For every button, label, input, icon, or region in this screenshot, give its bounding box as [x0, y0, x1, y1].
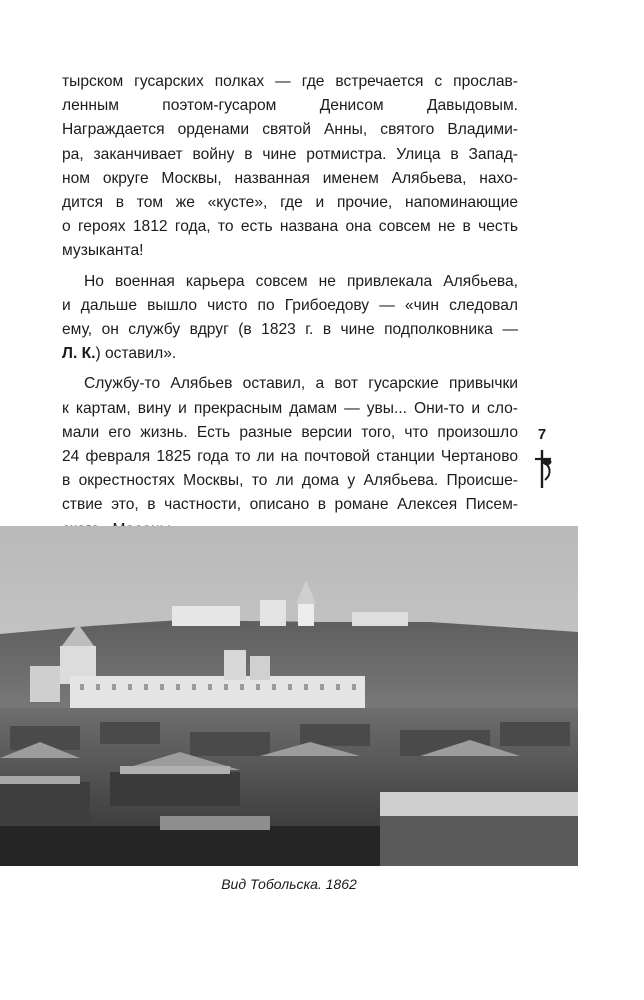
body-text: [62, 70, 518, 548]
tobolsk-photograph: [0, 526, 578, 866]
paragraph-2: [62, 270, 518, 367]
paragraph-1: [62, 70, 518, 264]
text-line: ном округе Москвы, названная именем Алябьева, нахо-: [62, 169, 518, 187]
text-line: и дальше вышло чисто по Грибоедову — «чин следовал: [62, 296, 518, 314]
musical-note-icon: [533, 448, 555, 490]
text-line: 24 февраля 1825 года то ли на почтовой станции Чертаново: [62, 448, 518, 466]
text-line: [62, 342, 518, 366]
text-line: Награждается орденами святой Анны, святого Владими-: [62, 121, 518, 139]
text-fragment: ) оставил».: [95, 345, 177, 363]
text-line: Службу-то Алябьев оставил, а вот гусарские привычки: [84, 375, 518, 393]
text-line: ленным поэтом-гусаром Денисом Давыдовым.: [62, 97, 518, 115]
text-line: тырском гусарских полках — где встречается с прослав-: [62, 73, 518, 90]
text-line: ему, он службу вдруг (в 1823 г. в чине подполковника —: [62, 321, 518, 339]
text-line: мали его жизнь. Есть разные версии того, что произошло: [62, 423, 518, 441]
text-line: дится в том же «кусте», где и прочие, напоминающие: [62, 194, 518, 212]
text-line: музыканта!: [62, 242, 144, 260]
text-line: к картам, вину и прекрасным дамам — увы... Они-то и сло-: [62, 399, 518, 417]
author-initials: Л. К.: [62, 345, 96, 363]
photo-caption: Вид Тобольска. 1862: [221, 876, 357, 892]
page-number: 7: [537, 426, 547, 443]
text-line: Но военная карьера совсем не привлекала Алябьева,: [84, 272, 518, 290]
text-line: в окрестностях Москвы, то ли дома у Алябьева. Происше-: [62, 472, 518, 490]
text-line: о героях 1812 года, то есть названа она совсем не в честь: [62, 218, 518, 236]
text-line: ра, заканчивает войну в чине ротмистра. Улица в Запад-: [62, 145, 518, 163]
paragraph-3: [62, 372, 518, 541]
text-line: ствие это, в частности, описано в романе Алексея Писем-: [62, 496, 518, 514]
